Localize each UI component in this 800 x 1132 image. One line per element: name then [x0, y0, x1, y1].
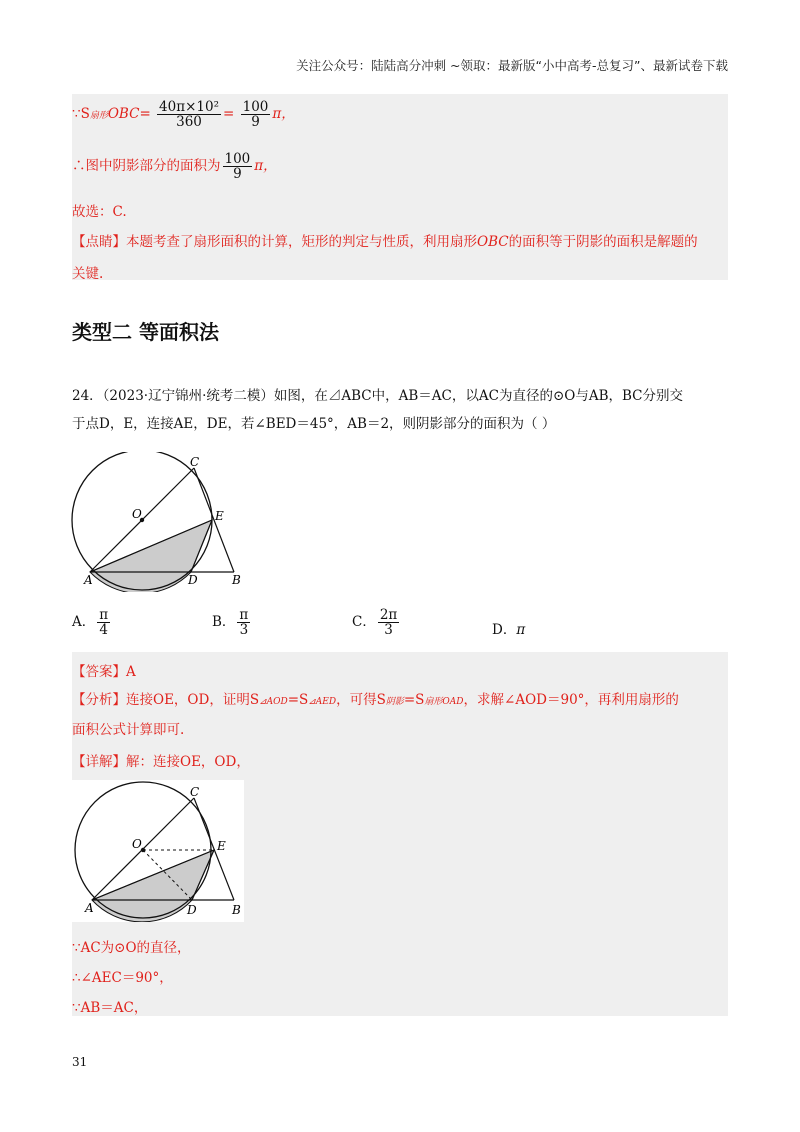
pi-tail: π， — [254, 158, 277, 175]
analysis-text: ，可得S — [336, 692, 386, 708]
label-d: D — [188, 573, 198, 587]
option-letter: B． — [212, 614, 236, 631]
pi-tail: π， — [272, 106, 295, 123]
label-b: B — [232, 903, 241, 917]
fraction-100-9 — [223, 152, 253, 181]
fraction-numerator: π — [99, 607, 109, 623]
equals-sign: = — [139, 106, 151, 123]
solution-line-2 — [72, 152, 277, 181]
label-a: A — [85, 901, 94, 915]
subscript-sector: 扇形 — [89, 111, 108, 122]
figure-1-geometry — [64, 452, 254, 592]
remark-line-2: 关键. — [72, 266, 104, 282]
label-e: E — [215, 509, 224, 523]
option-letter: C． — [352, 614, 376, 631]
section-title: 类型二 等面积法 — [72, 320, 219, 344]
fraction-sector-formula — [157, 100, 221, 129]
fraction-denominator: 3 — [239, 622, 249, 639]
detail-line: 【详解】解：连接OE，OD， — [72, 754, 250, 770]
label-a: A — [84, 573, 93, 587]
proof-line-2: ∴∠AEC＝90°， — [72, 970, 173, 986]
solution-choice: 故选：C. — [72, 204, 127, 220]
fraction-numerator: 40π×10² — [159, 99, 219, 115]
option-fraction — [237, 608, 250, 637]
option-d[interactable] — [492, 618, 525, 638]
because-s: ∵S — [72, 106, 90, 123]
fraction-numerator: π — [239, 607, 249, 623]
fraction-numerator: 100 — [224, 151, 251, 167]
option-c[interactable] — [352, 608, 401, 637]
subscript: ⊿AOD — [259, 697, 288, 707]
subscript: 阴影 — [385, 697, 404, 707]
subscript: ⊿AED — [308, 697, 337, 707]
fraction-numerator: 100 — [242, 99, 269, 115]
analysis-line-2: 面积公式计算即可. — [72, 722, 185, 738]
shaded-area-text: ∴图中阴影部分的面积为 — [72, 158, 221, 175]
label-c: C — [190, 785, 200, 799]
option-fraction — [378, 608, 399, 637]
proof-line-3: ∵AB＝AC， — [72, 1000, 148, 1016]
fraction-denominator: 360 — [176, 114, 202, 131]
subscript: 扇形OAD — [424, 697, 464, 707]
remark-text: 【点睛】本题考查了扇形面积的计算，矩形的判定与性质，利用扇形 — [72, 234, 477, 250]
fraction-denominator: 3 — [384, 622, 393, 639]
remark-text: 的面积等于阴影的面积是解题的 — [508, 234, 698, 250]
question-line-2: 于点D，E，连接AE，DE，若∠BED＝45°，AB＝2，则阴影部分的面积为（ ） — [72, 416, 556, 432]
analysis-text: 【分析】连接OE，OD，证明S — [72, 692, 260, 708]
question-line-1: 24．（2023·辽宁锦州·统考二模）如图，在⊿ABC中，AB＝AC，以AC为直径的⊙O与AB，BC分别交 — [72, 388, 683, 404]
label-e: E — [217, 839, 226, 853]
segment-bc — [194, 468, 234, 572]
label-d: D — [187, 903, 197, 917]
page-header: 关注公众号：陆陆高分冲刺 ~领取：最新版“小中高考-总复习”、最新试卷下载 — [296, 58, 728, 73]
question-24 — [72, 382, 728, 438]
analysis-text: =S — [403, 692, 425, 708]
label-b: B — [232, 573, 241, 587]
fraction-denominator: 9 — [233, 166, 242, 183]
equals-sign: = — [223, 106, 235, 123]
analysis-text: ，求解∠AOD＝90°，再利用扇形的 — [463, 692, 679, 708]
fraction-100-9 — [241, 100, 271, 129]
option-a[interactable] — [72, 608, 112, 637]
obc-label: OBC — [477, 234, 509, 250]
option-fraction — [97, 608, 110, 637]
page-number: 31 — [72, 1055, 88, 1069]
option-b[interactable] — [212, 608, 252, 637]
label-o: O — [132, 837, 142, 851]
fraction-numerator: 2π — [379, 607, 398, 623]
option-letter: A． — [72, 614, 96, 631]
answer-line: 【答案】A — [72, 664, 136, 680]
option-value: π — [516, 622, 526, 638]
fraction-denominator: 4 — [99, 622, 108, 639]
label-o: O — [132, 507, 142, 521]
figure-2-geometry — [72, 780, 244, 922]
analysis-text: =S — [287, 692, 309, 708]
proof-line-1: ∵AC为⊙O的直径， — [72, 940, 191, 956]
fraction-denominator: 9 — [251, 114, 260, 131]
analysis-line-1 — [72, 688, 728, 708]
solution-line-1 — [72, 100, 295, 129]
option-letter: D． — [492, 622, 517, 638]
obc-label: OBC — [107, 106, 140, 123]
remark-line-1 — [72, 230, 728, 250]
label-c: C — [190, 455, 200, 469]
